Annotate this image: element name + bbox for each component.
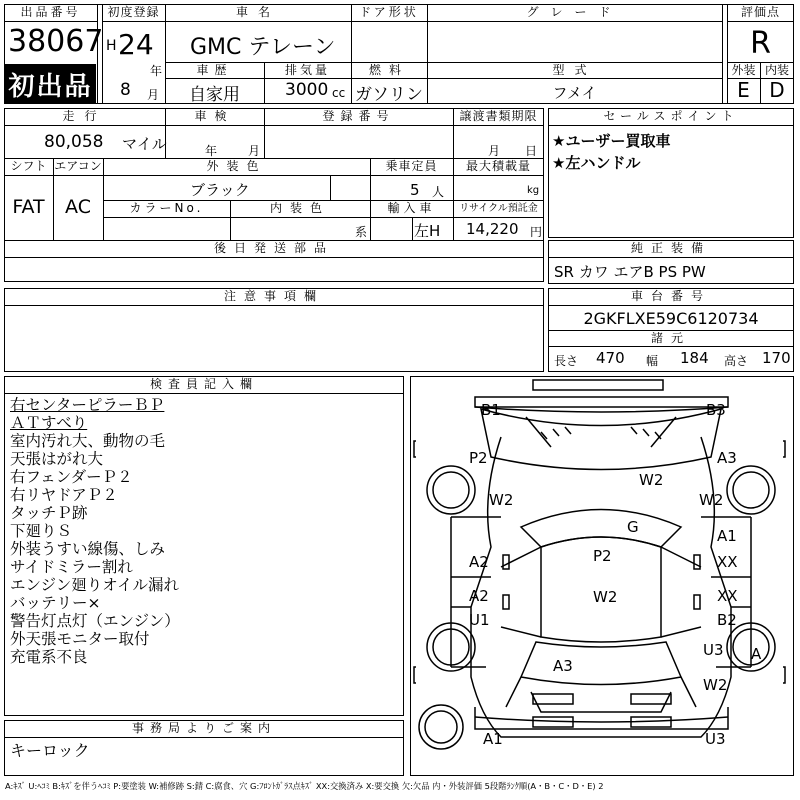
exterior-color: ブラック [190, 181, 250, 199]
sales-point-2: ★左ハンドル [552, 154, 641, 172]
mileage-label: 走行 [62, 109, 107, 123]
displacement-unit: cc [332, 86, 346, 100]
interior-color-suffix: 系 [355, 225, 368, 239]
remark-line: バッテリー× [10, 594, 101, 612]
height-value: 170 [762, 349, 791, 367]
mark-a1-bottom: A1 [483, 730, 503, 748]
max-load-unit: kg [527, 185, 540, 196]
displacement: 3000 [285, 80, 329, 100]
remark-line: サイドミラー割れ [10, 558, 133, 576]
model-label: 型式 [552, 63, 597, 77]
notes-label: 注意事項欄 [223, 289, 324, 303]
remark-line: 右フェンダーＰ２ [10, 468, 133, 486]
equipment-label: 純正装備 [630, 241, 711, 255]
lot-number-label: 出品番号 [20, 5, 81, 19]
remark-line: 室内汚れ大、動物の毛 [10, 432, 166, 450]
sales-points-block [548, 108, 794, 238]
mark-p2-left: P2 [469, 449, 488, 467]
ac-value: AC [65, 196, 91, 218]
mark-a-wheel: A [751, 645, 762, 663]
chassis-number-label: 車台番号 [630, 289, 711, 303]
equipment-value: SR カワ エアB PS PW [554, 263, 706, 281]
max-load-label: 最大積載量 [465, 159, 531, 173]
mark-a3-right: A3 [717, 449, 737, 467]
recycle-label: リサイクル預託金 [459, 203, 538, 214]
model: フメイ [552, 84, 597, 102]
exterior-label: 外装 [731, 63, 756, 77]
fuel-label: 燃料 [368, 63, 409, 77]
mark-a2-left-bottom: A2 [469, 587, 489, 605]
mark-b1: B1 [481, 401, 501, 419]
length-label: 長さ [554, 354, 579, 368]
mark-p2-center: P2 [593, 547, 612, 565]
width-label: 幅 [646, 354, 659, 368]
displacement-label: 排気量 [284, 63, 330, 77]
shift-label: シフト [10, 159, 47, 173]
mark-u3-bottom: U3 [705, 730, 726, 748]
mark-b3: B3 [706, 401, 726, 419]
grade-label: グレード [526, 5, 623, 19]
remark-line: 天張はがれ大 [10, 450, 104, 468]
legend-text: A:ｷｽﾞ U:ﾍｺﾐ B:ｷｽﾞを伴うﾍｺﾐ P:要塗装 W:補修跡 S:錆 C:腐食、穴 G:ﾌﾛﾝﾄｶﾞﾗｽ点ｷｽﾞ XX:交換済み X:要交換 欠:欠品 内・外装評価 5段階ﾗﾝｸ順(A・B・C・D・E) 2 [5, 781, 604, 791]
height-label: 高さ [724, 354, 749, 368]
plate-number-label: 登録番号 [322, 109, 395, 123]
mark-u3-right: U3 [703, 641, 724, 659]
car-name: GMC テレーン [190, 35, 336, 60]
interior-label: 内装 [764, 63, 789, 77]
first-listing-text: 初出品 [8, 72, 93, 102]
ac-label: エアコン [54, 159, 102, 173]
car-outline [411, 377, 792, 774]
inspector-remarks [10, 396, 400, 666]
exterior-grade: E [737, 78, 750, 102]
length-value: 470 [596, 349, 625, 367]
transfer-month-unit: 月 [488, 144, 501, 158]
remark-line: 下廻りＳ [10, 522, 73, 540]
month-unit: 月 [147, 88, 160, 102]
inspector-label: 検査員記入欄 [149, 377, 258, 391]
inspection-month-unit: 月 [248, 144, 261, 158]
transfer-day-unit: 日 [525, 144, 538, 158]
capacity-label: 乗車定員 [385, 159, 438, 173]
overall-score: R [750, 26, 771, 61]
remark-line: エンジン廻りオイル漏れ [10, 576, 179, 594]
mark-u1-left: U1 [469, 611, 490, 629]
first-registration-label: 初度登録 [107, 5, 160, 19]
recycle-unit: 円 [530, 225, 543, 239]
mark-w2-hood: W2 [639, 471, 664, 489]
inspection-label: 車検 [194, 109, 235, 123]
year-unit: 年 [150, 64, 163, 78]
history-label: 車歴 [196, 63, 233, 77]
import-value: 左H [414, 222, 441, 240]
mark-w2-rear: W2 [703, 676, 728, 694]
interior-grade: D [769, 78, 785, 102]
mark-w2-left: W2 [489, 491, 514, 509]
mileage-value: 80,058 [44, 132, 104, 152]
mark-w2-center: W2 [593, 588, 618, 606]
transfer-deadline-label: 譲渡書類期限 [459, 109, 538, 123]
fuel: ガソリン [355, 85, 423, 105]
registration-year: 24 [118, 28, 154, 61]
exterior-color-label: 外装色 [206, 159, 267, 173]
mileage-unit: マイル [122, 135, 167, 153]
inspection-year-unit: 年 [205, 144, 218, 158]
remark-line: ＡＴすべり [10, 414, 88, 432]
mark-w2-right: W2 [699, 491, 724, 509]
remark-line: 警告灯点灯（エンジン） [10, 612, 180, 630]
mark-a1-right: A1 [717, 527, 737, 545]
mark-xx-right-bottom: XX [717, 587, 738, 605]
color-number-label: カラーNo. [129, 201, 204, 215]
import-label: 輸入車 [387, 201, 436, 215]
remark-line: 右リヤドアＰ２ [10, 486, 118, 504]
mark-a2-left-top: A2 [469, 553, 489, 571]
remark-line: タッチＰ跡 [10, 504, 88, 522]
history: 自家用 [189, 85, 240, 105]
registration-era: H [106, 38, 117, 54]
parts-later-label: 後日発送部品 [213, 241, 334, 255]
lot-number: 38067 [8, 24, 104, 59]
office-note: キーロック [10, 741, 90, 760]
damage-diagram [410, 376, 794, 776]
office-label: 事務局よりご案内 [131, 721, 276, 735]
remark-line: 外天張モニター取付 [10, 630, 150, 648]
interior-color-label: 内装色 [269, 201, 330, 215]
capacity-unit: 人 [432, 185, 445, 199]
width-value: 184 [680, 349, 709, 367]
mark-g: G [627, 518, 639, 536]
score-label: 評価点 [740, 5, 780, 19]
remark-line: 充電系不良 [10, 648, 88, 666]
mark-b2-right: B2 [717, 611, 737, 629]
remark-line: 外装うすい線傷、しみ [10, 540, 166, 558]
mark-a3-rear: A3 [553, 657, 573, 675]
shift-value: FAT [12, 196, 45, 218]
registration-month: 8 [120, 80, 131, 100]
capacity-value: 5 [410, 181, 420, 199]
sales-points-label: セールスポイント [603, 109, 739, 123]
remark-line: 右センターピラーＢＰ [10, 396, 165, 414]
mark-xx-right-top: XX [717, 553, 738, 571]
recycle-value: 14,220 [466, 220, 519, 238]
chassis-number: 2GKFLXE59C6120734 [583, 309, 759, 328]
sales-point-1: ★ユーザー買取車 [552, 132, 671, 150]
door-type-label: ドア形状 [359, 5, 419, 19]
car-name-label: 車名 [235, 5, 280, 19]
dimensions-label: 諸元 [650, 331, 691, 345]
